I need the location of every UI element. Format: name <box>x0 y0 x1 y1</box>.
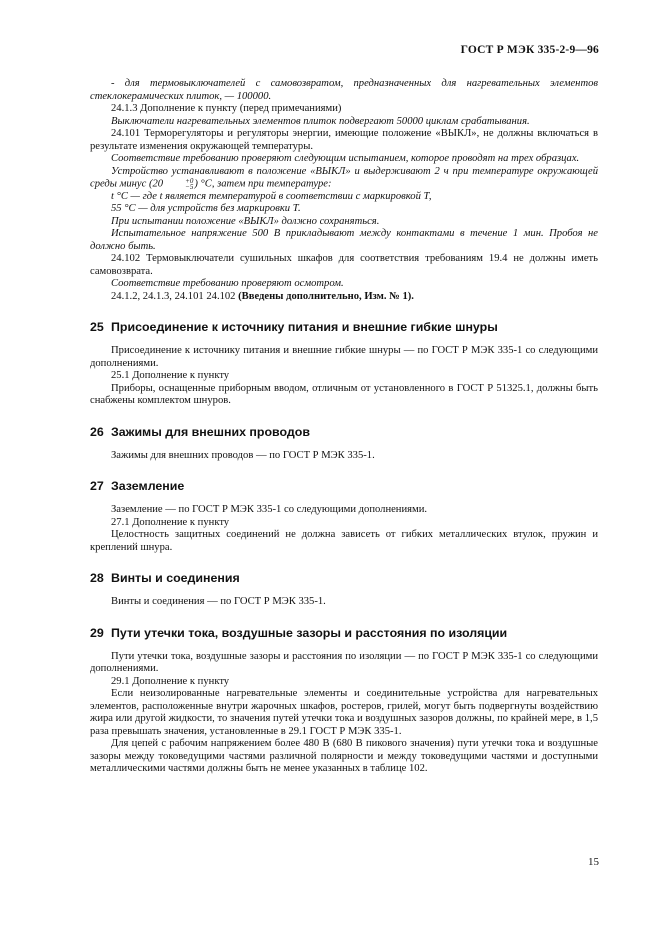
amendment-clauses: 24.1.2, 24.1.3, 24.101 24.102 <box>111 290 236 302</box>
clause-24-101: 24.101 Терморегуляторы и регуляторы энергии, имеющие положение «ВЫКЛ», не должны включаться в результате изменения окружающей температуры. <box>90 128 598 152</box>
section-title: Заземление <box>111 479 185 494</box>
compliance-text: Соответствие требованию проверяют следующим испытанием, которое проводят на трех образцах. <box>111 153 580 164</box>
section-heading-26 <box>90 425 598 439</box>
section-number: 29 <box>90 625 104 640</box>
test-condition: При испытании положение «ВЫКЛ» должно сохраняться. <box>111 215 380 227</box>
list-item-continuation: - для термовыключателей с самовозвратом, предназначенных для нагревательных элементов стеклокерамических плиток, — 100000. <box>90 78 598 102</box>
section-heading-29 <box>90 626 598 640</box>
clause-25-1: 25.1 Дополнение к пункту <box>111 370 230 382</box>
tolerance-upper: +0 <box>185 177 194 185</box>
page-content <box>90 78 598 776</box>
temperature-item: t °С — где t является температурой в соответствии с маркировкой Т, <box>111 190 432 202</box>
section-title: Зажимы для внешних проводов <box>111 424 310 439</box>
section-number: 26 <box>90 424 104 439</box>
compliance-text: Соответствие требованию проверяют осмотром. <box>111 278 344 290</box>
document-header: ГОСТ Р МЭК 335-2-9—96 <box>460 44 599 56</box>
section-heading-27 <box>90 479 598 493</box>
section-paragraph: Целостность защитных соединений не должна зависеть от гибких металлических втулок, пружин и креплений шнура. <box>90 529 598 553</box>
section-number: 25 <box>90 320 104 335</box>
section-title: Присоединение к источнику питания и внешние гибкие шнуры <box>111 320 498 335</box>
section-paragraph: Зажимы для внешних проводов — по ГОСТ Р МЭК 335-1. <box>111 449 375 461</box>
section-paragraph: Для цепей с рабочим напряжением более 480 В (680 В пикового значения) пути утечки тока и воздушные зазоры между токоведущими частями различной полярности и между токоведущими частями и доступными металлическими частями должны быть не менее указанных в таблице 102. <box>90 738 598 775</box>
tolerance-fraction <box>164 178 193 190</box>
amendment-note <box>90 291 598 304</box>
clause-27-1: 27.1 Дополнение к пункту <box>111 516 230 528</box>
amendment-label: (Введены дополнительно, Изм. № 1). <box>238 290 414 302</box>
section-heading-25 <box>90 320 598 334</box>
temperature-item: 55 °С — для устройств без маркировки Т. <box>111 203 301 215</box>
section-paragraph: Присоединение к источнику питания и внешние гибкие шнуры — по ГОСТ Р МЭК 335-1 со следующими дополнениями. <box>90 345 598 369</box>
test-voltage: Испытательное напряжение 500 В прикладывают между контактами в течение 1 мин. Пробоя не должно быть. <box>90 228 598 252</box>
clause-24-1-3: 24.1.3 Дополнение к пункту (перед примечаниями) <box>111 103 342 114</box>
section-heading-28 <box>90 571 598 585</box>
section-paragraph: Пути утечки тока, воздушные зазоры и расстояния по изоляции — по ГОСТ Р МЭК 335-1 со следующими дополнениями. <box>90 650 598 675</box>
test-text-b: ) °С, затем при температуре: <box>194 178 332 190</box>
clause-text: Выключатели нагревательных элементов плиток подвергают 50000 циклам срабатывания. <box>111 115 530 127</box>
section-paragraph: Заземление — по ГОСТ Р МЭК 335-1 со следующими дополнениями. <box>111 504 428 516</box>
page-number: 15 <box>588 856 599 868</box>
section-number: 28 <box>90 571 104 586</box>
test-text-a: Устройство устанавливают в положение «ВЫКЛ» и выдерживают 2 ч при температуре окружающей среды минус (20 <box>90 165 598 190</box>
section-title: Пути утечки тока, воздушные зазоры и расстояния по изоляции <box>111 625 508 640</box>
tolerance-lower: −5 <box>185 183 194 191</box>
section-paragraph: Если неизолированные нагревательные элементы и соединительные устройства для нагревательных элементов, расположенные внутри жарочных шкафов, ростеров, грилей, могут быть подвергнуты воздействию жира или другой жидкости, то значения путей утечки тока и воздушных зазоров должны, по крайней мере, в 1,5 раза превышать значения, установленные в 29.1 ГОСТ Р МЭК 335-1. <box>90 688 598 737</box>
section-number: 27 <box>90 479 104 494</box>
section-paragraph: Приборы, оснащенные приборным вводом, отличным от установленного в ГОСТ Р 51325.1, должны быть снабжены комплектом шнуров. <box>90 382 598 407</box>
section-paragraph: Винты и соединения — по ГОСТ Р МЭК 335-1. <box>111 596 326 608</box>
clause-24-102: 24.102 Термовыключатели сушильных шкафов для соответствия требованиям 19.4 не должны иметь самовозврата. <box>90 253 598 277</box>
section-title: Винты и соединения <box>111 571 240 586</box>
clause-29-1: 29.1 Дополнение к пункту <box>111 675 230 687</box>
test-procedure <box>90 166 598 191</box>
